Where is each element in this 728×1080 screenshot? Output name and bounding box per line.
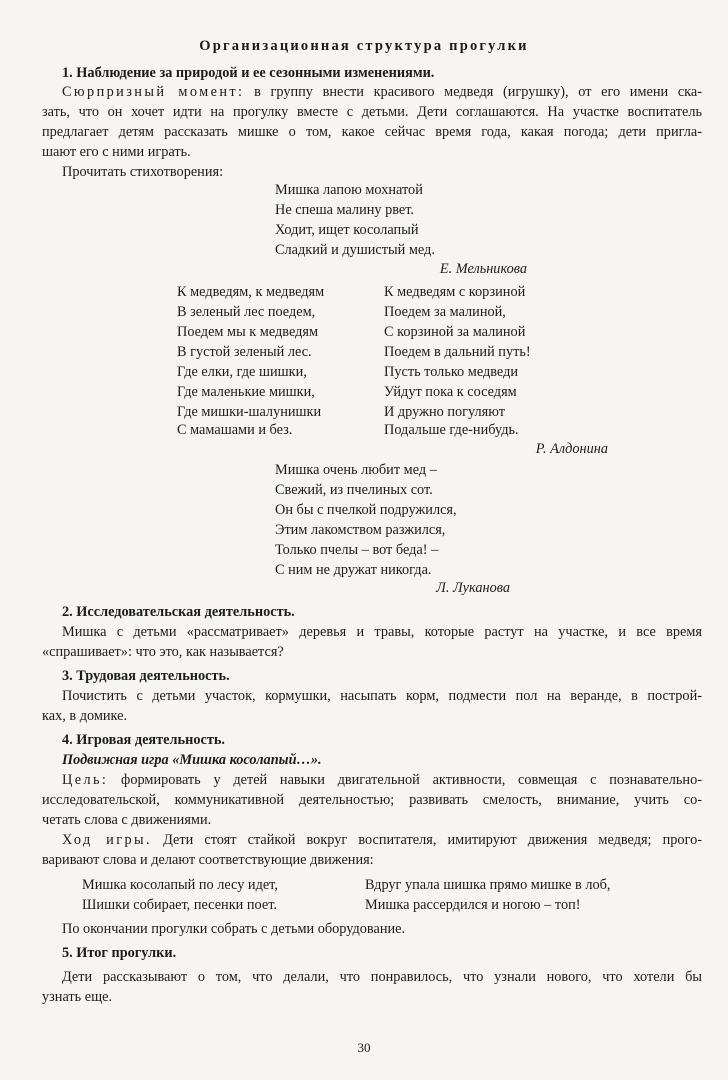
section5-line2: узнать еще. <box>42 989 113 1005</box>
poem2-right-line: Подальше где-нибудь. <box>384 422 519 438</box>
poem3-author: Л. Луканова <box>436 580 510 596</box>
goal-label: Цель: <box>62 772 109 788</box>
section3-line2: ках, в домике. <box>42 708 128 724</box>
poem2-left-line: Где елки, где шишки, <box>177 364 307 380</box>
poem1-line: Мишка лапою мохнатой <box>275 182 423 198</box>
section1-heading: 1. Наблюдение за природой и ее сезонными изменениями. <box>62 65 435 81</box>
poem2-right-line: Поедем в дальний путь! <box>384 344 531 360</box>
poem2-right-line: И дружно погуляют <box>384 404 505 420</box>
game-verse-right-line: Вдруг упала шишка прямо мишке в лоб, <box>365 877 611 893</box>
poem2-left-line: С мамашами и без. <box>177 422 293 438</box>
goal-line2: исследовательской, коммуникативной деятельностью; развивать смелость, внимание, учить со- <box>42 792 702 808</box>
section1-para-line4: шают его с ними играть. <box>42 144 191 160</box>
section1-para-line1-text: в группу внести красивого медведя (игрушку), от его имени ска- <box>244 84 703 100</box>
section3-heading: 3. Трудовая деятельность. <box>62 668 230 684</box>
course-label: Ход игры. <box>62 832 152 848</box>
goal-line1 <box>62 770 702 790</box>
poem2-left-line: К медведям, к медведям <box>177 284 325 300</box>
goal-line3: четать слова с движениями. <box>42 812 212 828</box>
poem2-right-line: Уйдут пока к соседям <box>384 384 517 400</box>
poem3-line: С ним не дружат никогда. <box>275 562 432 578</box>
poem2-right-line: Пусть только медведи <box>384 364 519 380</box>
section2-line1: Мишка с детьми «рассматривает» деревья и травы, которые растут на участке, и все время <box>62 624 702 640</box>
page-number: 30 <box>357 1040 371 1055</box>
poem2-left-line: Где мишки-шалунишки <box>177 404 322 420</box>
course-line1-text: Дети стоят стайкой вокруг воспитателя, имитируют движения медведя; прого- <box>152 832 703 848</box>
read-poems-instruction: Прочитать стихотворения: <box>62 164 224 180</box>
poem2-right-line: К медведям с корзиной <box>384 284 526 300</box>
poem2-left-line: Поедем мы к медведям <box>177 324 318 340</box>
poem3-line: Только пчелы – вот беда! – <box>275 542 439 558</box>
surprise-moment-label: Сюрпризный момент: <box>62 84 245 100</box>
section2-heading: 2. Исследовательская деятельность. <box>62 604 295 620</box>
game-verse-right-line: Мишка рассердился и ногою – топ! <box>365 897 581 913</box>
course-line1 <box>62 830 702 850</box>
poem3-line: Этим лакомством разжился, <box>275 522 446 538</box>
section1-para-line2: зать, что он хочет идти на прогулку вместе с детьми. Дети соглашаются. На участке воспитатель <box>42 104 702 120</box>
section5-line1: Дети рассказывают о том, что делали, что понравилось, что узнали нового, что хотели бы <box>62 969 702 985</box>
section1-para-line1 <box>62 82 702 102</box>
poem3-line: Мишка очень любит мед – <box>275 462 437 478</box>
poem2-author: Р. Алдонина <box>535 441 608 457</box>
course-line2: варивают слова и делают соответствующие движения: <box>42 852 374 868</box>
section5-heading: 5. Итог прогулки. <box>62 945 177 961</box>
game-verse-left-line: Шишки собирает, песенки поет. <box>82 897 277 913</box>
goal-line1-text: формировать у детей навыки двигательной активности, совмещая с познавательно- <box>108 772 702 788</box>
poem2-right-line: С корзиной за малиной <box>384 324 526 340</box>
poem2-left-line: В зеленый лес поедем, <box>177 304 316 320</box>
section3-line1: Почистить с детьми участок, кормушки, насыпать корм, подмести пол на веранде, в построй- <box>62 688 702 704</box>
game-verse-left-line: Мишка косолапый по лесу идет, <box>82 877 278 893</box>
poem1-line: Ходит, ищет косолапый <box>275 222 419 238</box>
page-title: Организационная структура прогулки <box>199 38 529 54</box>
poem2-right-line: Поедем за малиной, <box>384 304 506 320</box>
section2-line2: «спрашивает»: что это, как называется? <box>42 644 284 660</box>
poem3-line: Свежий, из пчелиных сот. <box>275 482 433 498</box>
poem1-author: Е. Мельникова <box>439 261 527 277</box>
poem2-left-line: Где маленькие мишки, <box>177 384 315 400</box>
poem1-line: Не спеша малину рвет. <box>275 202 415 218</box>
after-walk-line: По окончании прогулки собрать с детьми оборудование. <box>62 921 406 937</box>
section4-heading: 4. Игровая деятельность. <box>62 732 225 748</box>
game-title: Подвижная игра «Мишка косолапый…». <box>62 752 322 768</box>
section1-para-line3: предлагает детям рассказать мишке о том, какое сейчас время года, какая погода; дети пригла- <box>42 124 702 140</box>
poem1-line: Сладкий и душистый мед. <box>275 242 435 258</box>
poem3-line: Он бы с пчелкой подружился, <box>275 502 457 518</box>
poem2-left-line: В густой зеленый лес. <box>177 344 312 360</box>
